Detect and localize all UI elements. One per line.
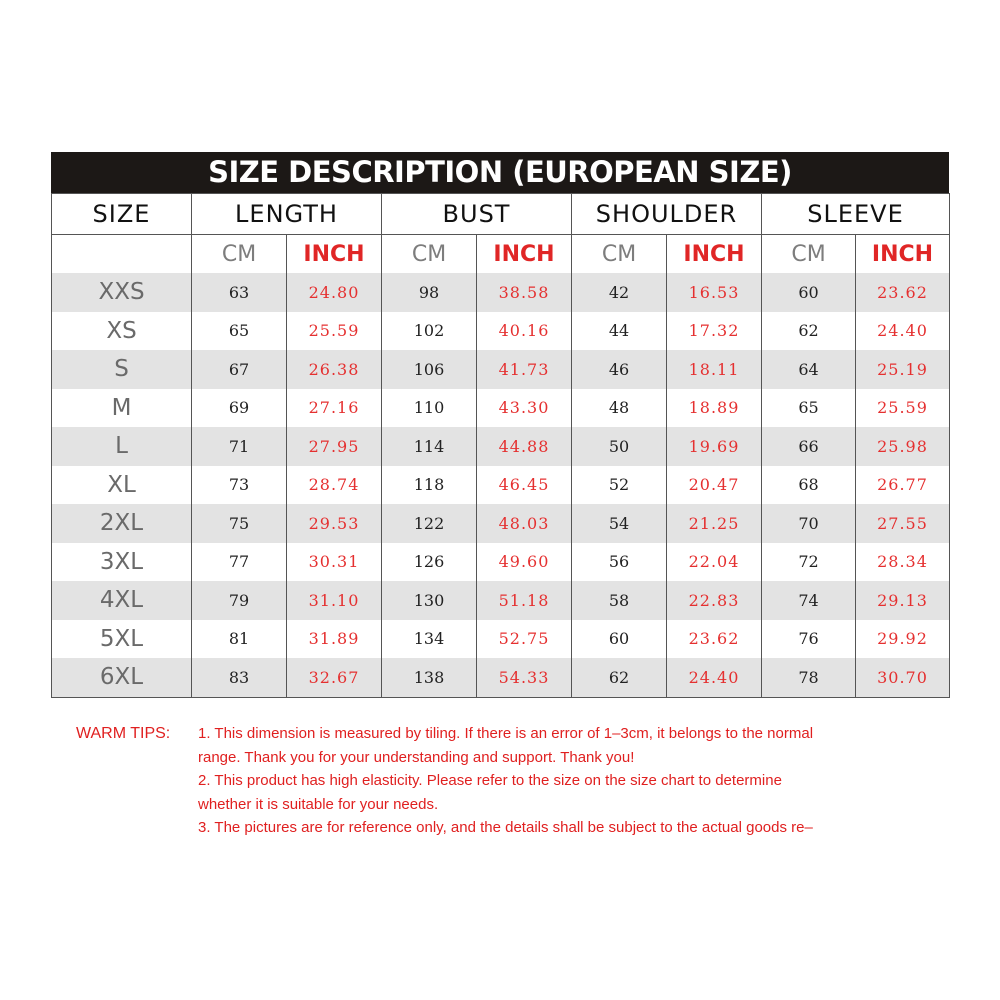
tip-line: range. Thank you for your understanding and support. Thank you! — [198, 748, 635, 766]
unit-blank — [52, 235, 192, 274]
sleeve-cm-value: 65 — [762, 389, 856, 428]
sleeve-inch-value: 25.98 — [856, 427, 950, 466]
table-row — [52, 273, 950, 312]
shoulder-inch-value: 22.04 — [667, 543, 762, 582]
size-label: 4XL — [52, 581, 192, 620]
length-inch-value: 24.80 — [287, 273, 382, 312]
size-label: L — [52, 427, 192, 466]
sleeve-inch-value: 23.62 — [856, 273, 950, 312]
header-size: SIZE — [52, 194, 192, 235]
length-cm-value: 67 — [192, 350, 287, 389]
shoulder-cm-value: 50 — [572, 427, 667, 466]
header-length: LENGTH — [192, 194, 382, 235]
sleeve-cm-value: 70 — [762, 504, 856, 543]
unit-shoulder-cm: CM — [572, 235, 667, 274]
bust-cm-value: 102 — [382, 312, 477, 351]
size-label: 3XL — [52, 543, 192, 582]
sleeve-cm-value: 74 — [762, 581, 856, 620]
length-cm-value: 75 — [192, 504, 287, 543]
sleeve-inch-value: 29.92 — [856, 620, 950, 659]
unit-row — [52, 235, 950, 274]
length-inch-value: 28.74 — [287, 466, 382, 505]
length-cm-value: 81 — [192, 620, 287, 659]
table-row — [52, 581, 950, 620]
size-label: XXS — [52, 273, 192, 312]
warm-tips-body — [198, 722, 928, 840]
table-row — [52, 543, 950, 582]
length-inch-value: 25.59 — [287, 312, 382, 351]
size-table — [51, 193, 950, 698]
size-label: M — [52, 389, 192, 428]
size-label: S — [52, 350, 192, 389]
table-row — [52, 312, 950, 351]
bust-cm-value: 122 — [382, 504, 477, 543]
chart-title: SIZE DESCRIPTION (EUROPEAN SIZE) — [51, 152, 949, 193]
table-row — [52, 350, 950, 389]
bust-inch-value: 51.18 — [477, 581, 572, 620]
length-cm-value: 71 — [192, 427, 287, 466]
bust-inch-value: 52.75 — [477, 620, 572, 659]
shoulder-inch-value: 18.11 — [667, 350, 762, 389]
shoulder-inch-value: 18.89 — [667, 389, 762, 428]
sleeve-inch-value: 29.13 — [856, 581, 950, 620]
sleeve-cm-value: 68 — [762, 466, 856, 505]
sleeve-cm-value: 78 — [762, 658, 856, 697]
unit-length-inch: INCH — [287, 235, 382, 274]
shoulder-inch-value: 24.40 — [667, 658, 762, 697]
table-row — [52, 658, 950, 697]
sleeve-inch-value: 25.19 — [856, 350, 950, 389]
unit-bust-cm: CM — [382, 235, 477, 274]
bust-cm-value: 126 — [382, 543, 477, 582]
shoulder-cm-value: 62 — [572, 658, 667, 697]
bust-inch-value: 49.60 — [477, 543, 572, 582]
length-cm-value: 65 — [192, 312, 287, 351]
bust-inch-value: 44.88 — [477, 427, 572, 466]
sleeve-cm-value: 64 — [762, 350, 856, 389]
length-cm-value: 79 — [192, 581, 287, 620]
bust-cm-value: 106 — [382, 350, 477, 389]
unit-sleeve-inch: INCH — [856, 235, 950, 274]
shoulder-inch-value: 22.83 — [667, 581, 762, 620]
tip-line: 2. This product has high elasticity. Please refer to the size on the size chart to determine — [198, 772, 782, 789]
length-inch-value: 31.10 — [287, 581, 382, 620]
length-inch-value: 27.95 — [287, 427, 382, 466]
length-inch-value: 31.89 — [287, 620, 382, 659]
size-label: XS — [52, 312, 192, 351]
shoulder-inch-value: 23.62 — [667, 620, 762, 659]
size-label: 5XL — [52, 620, 192, 659]
sleeve-inch-value: 28.34 — [856, 543, 950, 582]
table-row — [52, 466, 950, 505]
sleeve-inch-value: 24.40 — [856, 312, 950, 351]
sleeve-inch-value: 27.55 — [856, 504, 950, 543]
shoulder-inch-value: 19.69 — [667, 427, 762, 466]
length-inch-value: 32.67 — [287, 658, 382, 697]
sleeve-cm-value: 76 — [762, 620, 856, 659]
tip-line: 1. This dimension is measured by tiling. If there is an error of 1–3cm, it belongs to the normal — [198, 725, 814, 742]
bust-cm-value: 114 — [382, 427, 477, 466]
shoulder-inch-value: 16.53 — [667, 273, 762, 312]
sleeve-inch-value: 26.77 — [856, 466, 950, 505]
size-label: XL — [52, 466, 192, 505]
shoulder-cm-value: 60 — [572, 620, 667, 659]
sleeve-cm-value: 72 — [762, 543, 856, 582]
shoulder-cm-value: 48 — [572, 389, 667, 428]
length-cm-value: 77 — [192, 543, 287, 582]
length-inch-value: 26.38 — [287, 350, 382, 389]
length-cm-value: 83 — [192, 658, 287, 697]
shoulder-cm-value: 58 — [572, 581, 667, 620]
unit-sleeve-cm: CM — [762, 235, 856, 274]
length-inch-value: 27.16 — [287, 389, 382, 428]
sleeve-cm-value: 62 — [762, 312, 856, 351]
table-row — [52, 427, 950, 466]
length-cm-value: 69 — [192, 389, 287, 428]
bust-cm-value: 130 — [382, 581, 477, 620]
sleeve-inch-value: 25.59 — [856, 389, 950, 428]
header-sleeve: SLEEVE — [762, 194, 950, 235]
shoulder-cm-value: 42 — [572, 273, 667, 312]
sleeve-cm-value: 60 — [762, 273, 856, 312]
sleeve-inch-value: 30.70 — [856, 658, 950, 697]
bust-cm-value: 138 — [382, 658, 477, 697]
shoulder-cm-value: 46 — [572, 350, 667, 389]
size-label: 2XL — [52, 504, 192, 543]
bust-cm-value: 134 — [382, 620, 477, 659]
bust-inch-value: 38.58 — [477, 273, 572, 312]
length-cm-value: 73 — [192, 466, 287, 505]
bust-cm-value: 98 — [382, 273, 477, 312]
bust-inch-value: 46.45 — [477, 466, 572, 505]
bust-cm-value: 110 — [382, 389, 477, 428]
unit-shoulder-inch: INCH — [667, 235, 762, 274]
length-inch-value: 29.53 — [287, 504, 382, 543]
tip-line: 3. The pictures are for reference only, and the details shall be subject to the actual goods re– — [198, 819, 813, 836]
shoulder-cm-value: 54 — [572, 504, 667, 543]
header-shoulder: SHOULDER — [572, 194, 762, 235]
bust-inch-value: 54.33 — [477, 658, 572, 697]
unit-bust-inch: INCH — [477, 235, 572, 274]
header-bust: BUST — [382, 194, 572, 235]
size-label: 6XL — [52, 658, 192, 697]
bust-inch-value: 48.03 — [477, 504, 572, 543]
warm-tips-label: WARM TIPS: — [76, 725, 171, 742]
sleeve-cm-value: 66 — [762, 427, 856, 466]
shoulder-cm-value: 56 — [572, 543, 667, 582]
shoulder-inch-value: 17.32 — [667, 312, 762, 351]
shoulder-inch-value: 20.47 — [667, 466, 762, 505]
table-row — [52, 620, 950, 659]
shoulder-cm-value: 44 — [572, 312, 667, 351]
bust-cm-value: 118 — [382, 466, 477, 505]
bust-inch-value: 41.73 — [477, 350, 572, 389]
table-row — [52, 389, 950, 428]
unit-length-cm: CM — [192, 235, 287, 274]
shoulder-inch-value: 21.25 — [667, 504, 762, 543]
header-row — [52, 194, 950, 235]
shoulder-cm-value: 52 — [572, 466, 667, 505]
tip-line: whether it is suitable for your needs. — [198, 795, 439, 813]
bust-inch-value: 43.30 — [477, 389, 572, 428]
table-row — [52, 504, 950, 543]
bust-inch-value: 40.16 — [477, 312, 572, 351]
length-cm-value: 63 — [192, 273, 287, 312]
length-inch-value: 30.31 — [287, 543, 382, 582]
